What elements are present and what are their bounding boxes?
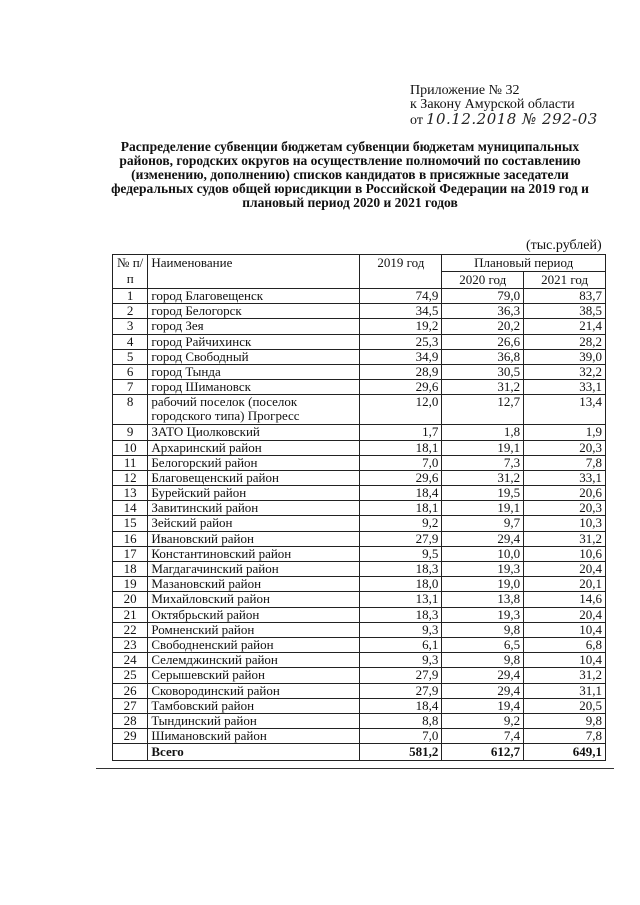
table-row	[113, 395, 606, 425]
row-name: город Свободный	[148, 349, 360, 364]
handwritten-date-number: 10.12.2018 № 292-03	[425, 110, 598, 128]
row-name: Константиновский район	[148, 546, 360, 561]
row-value-2020: 36,8	[442, 349, 524, 364]
row-value-2019: 18,1	[360, 501, 442, 516]
row-value-2020: 7,4	[442, 729, 524, 744]
row-value-2019: 9,3	[360, 622, 442, 637]
row-value-2021: 20,3	[524, 501, 606, 516]
row-value-2019: 9,2	[360, 516, 442, 531]
row-value-2021: 83,7	[524, 289, 606, 304]
row-value-2019: 9,3	[360, 653, 442, 668]
appendix-law-reference: к Закону Амурской области	[410, 97, 575, 112]
row-value-2020: 19,3	[442, 607, 524, 622]
row-value-2021: 1,9	[524, 425, 606, 440]
row-value-2021: 32,2	[524, 364, 606, 379]
subvention-table	[112, 254, 606, 761]
row-name: Сковородинский район	[148, 683, 360, 698]
row-name: город Зея	[148, 319, 360, 334]
table-row	[113, 289, 606, 304]
row-value-2020: 79,0	[442, 289, 524, 304]
appendix-block	[410, 84, 598, 128]
table-row	[113, 577, 606, 592]
row-number: 15	[113, 516, 148, 531]
row-value-2021: 6,8	[524, 637, 606, 652]
row-name: Бурейский район	[148, 486, 360, 501]
row-value-2021: 31,2	[524, 668, 606, 683]
row-value-2019: 29,6	[360, 380, 442, 395]
header-num: № п/п	[113, 255, 148, 289]
row-value-2019: 13,1	[360, 592, 442, 607]
table-row	[113, 546, 606, 561]
row-value-2020: 26,6	[442, 334, 524, 349]
row-value-2020: 9,7	[442, 516, 524, 531]
row-value-2019: 19,2	[360, 319, 442, 334]
row-number: 27	[113, 698, 148, 713]
row-value-2021: 10,4	[524, 622, 606, 637]
row-value-2019: 18,0	[360, 577, 442, 592]
row-value-2021: 20,6	[524, 486, 606, 501]
row-value-2020: 1,8	[442, 425, 524, 440]
row-name: ЗАТО Циолковский	[148, 425, 360, 440]
row-value-2019: 74,9	[360, 289, 442, 304]
row-value-2019: 27,9	[360, 683, 442, 698]
table-row	[113, 592, 606, 607]
row-number: 1	[113, 289, 148, 304]
table-row	[113, 531, 606, 546]
row-value-2020: 9,2	[442, 713, 524, 728]
row-value-2019: 28,9	[360, 364, 442, 379]
table-row	[113, 349, 606, 364]
row-value-2021: 39,0	[524, 349, 606, 364]
row-name: Завитинский район	[148, 501, 360, 516]
row-value-2021: 21,4	[524, 319, 606, 334]
row-name: город Шимановск	[148, 380, 360, 395]
row-number: 19	[113, 577, 148, 592]
row-name: город Белогорск	[148, 304, 360, 319]
row-value-2020: 12,7	[442, 395, 524, 425]
row-name: Ромненский район	[148, 622, 360, 637]
row-value-2020: 29,4	[442, 668, 524, 683]
table-row	[113, 380, 606, 395]
row-value-2021: 31,1	[524, 683, 606, 698]
row-value-2021: 7,8	[524, 455, 606, 470]
appendix-date-prefix: от	[410, 113, 423, 128]
row-value-2019: 12,0	[360, 395, 442, 425]
units-label: (тыс.рублей)	[526, 238, 602, 253]
table-row	[113, 713, 606, 728]
row-name: рабочий поселок (поселок городского типа) Прогресс	[148, 395, 360, 425]
row-value-2019: 18,3	[360, 562, 442, 577]
row-number: 25	[113, 668, 148, 683]
row-name: город Благовещенск	[148, 289, 360, 304]
row-value-2021: 20,5	[524, 698, 606, 713]
row-value-2021: 10,6	[524, 546, 606, 561]
row-value-2021: 28,2	[524, 334, 606, 349]
row-name: Благовещенский район	[148, 470, 360, 485]
bottom-rule	[96, 768, 614, 769]
row-name: город Райчихинск	[148, 334, 360, 349]
table-row	[113, 470, 606, 485]
row-name: Архаринский район	[148, 440, 360, 455]
row-name: Мазановский район	[148, 577, 360, 592]
table-row	[113, 455, 606, 470]
table-row	[113, 486, 606, 501]
table-row	[113, 637, 606, 652]
row-number: 26	[113, 683, 148, 698]
total-2019: 581,2	[360, 744, 442, 761]
row-value-2019: 18,1	[360, 440, 442, 455]
row-value-2020: 19,4	[442, 698, 524, 713]
row-value-2021: 13,4	[524, 395, 606, 425]
row-number: 4	[113, 334, 148, 349]
row-number: 21	[113, 607, 148, 622]
row-name: Тамбовский район	[148, 698, 360, 713]
row-name: Ивановский район	[148, 531, 360, 546]
row-value-2020: 19,0	[442, 577, 524, 592]
row-name: Октябрьский район	[148, 607, 360, 622]
row-number: 7	[113, 380, 148, 395]
row-name: Михайловский район	[148, 592, 360, 607]
row-number: 23	[113, 637, 148, 652]
row-number: 5	[113, 349, 148, 364]
row-value-2020: 7,3	[442, 455, 524, 470]
row-value-2019: 29,6	[360, 470, 442, 485]
total-2021: 649,1	[524, 744, 606, 761]
table-row	[113, 668, 606, 683]
row-value-2020: 29,4	[442, 683, 524, 698]
row-value-2019: 34,5	[360, 304, 442, 319]
document-title: Распределение субвенции бюджетам субвенции бюджетам муниципальных районов, городских округов на осуществление полномочий по составлению (изменению, дополнению) списков кандидатов в присяжные заседатели федеральных судов общей юрисдикции в Российской Федерации на 2019 год и плановый период 2020 и 2021 годов	[111, 139, 589, 210]
row-value-2019: 1,7	[360, 425, 442, 440]
row-value-2021: 20,4	[524, 607, 606, 622]
table-row	[113, 319, 606, 334]
total-row	[113, 744, 606, 761]
row-number: 9	[113, 425, 148, 440]
row-value-2021: 20,3	[524, 440, 606, 455]
table-row	[113, 562, 606, 577]
row-value-2020: 31,2	[442, 380, 524, 395]
table-row	[113, 622, 606, 637]
table-row	[113, 364, 606, 379]
row-value-2021: 31,2	[524, 531, 606, 546]
row-value-2020: 31,2	[442, 470, 524, 485]
row-value-2021: 7,8	[524, 729, 606, 744]
header-2020: 2020 год	[442, 272, 524, 289]
row-number: 3	[113, 319, 148, 334]
header-planned-period: Плановый период	[442, 255, 606, 272]
table-row	[113, 729, 606, 744]
header-2021: 2021 год	[524, 272, 606, 289]
row-number: 8	[113, 395, 148, 425]
row-value-2019: 7,0	[360, 729, 442, 744]
row-value-2019: 8,8	[360, 713, 442, 728]
table-row	[113, 683, 606, 698]
row-value-2019: 25,3	[360, 334, 442, 349]
table-row	[113, 516, 606, 531]
row-name: Свободненский район	[148, 637, 360, 652]
row-number: 24	[113, 653, 148, 668]
row-name: Белогорский район	[148, 455, 360, 470]
row-number: 18	[113, 562, 148, 577]
total-2020: 612,7	[442, 744, 524, 761]
row-value-2019: 27,9	[360, 668, 442, 683]
row-number: 28	[113, 713, 148, 728]
row-name: Зейский район	[148, 516, 360, 531]
header-2019: 2019 год	[360, 255, 442, 289]
row-value-2021: 14,6	[524, 592, 606, 607]
row-value-2020: 9,8	[442, 622, 524, 637]
table-row	[113, 698, 606, 713]
row-value-2021: 33,1	[524, 380, 606, 395]
row-value-2020: 30,5	[442, 364, 524, 379]
row-name: Серышевский район	[148, 668, 360, 683]
row-value-2020: 19,1	[442, 501, 524, 516]
row-value-2020: 6,5	[442, 637, 524, 652]
table-row	[113, 501, 606, 516]
row-value-2019: 27,9	[360, 531, 442, 546]
table-row	[113, 425, 606, 440]
total-num-cell	[113, 744, 148, 761]
row-value-2021: 33,1	[524, 470, 606, 485]
row-value-2020: 19,1	[442, 440, 524, 455]
table-row	[113, 653, 606, 668]
row-value-2020: 19,5	[442, 486, 524, 501]
row-value-2021: 38,5	[524, 304, 606, 319]
row-value-2021: 10,3	[524, 516, 606, 531]
row-value-2019: 18,4	[360, 698, 442, 713]
table-row	[113, 607, 606, 622]
row-value-2020: 9,8	[442, 653, 524, 668]
row-value-2020: 19,3	[442, 562, 524, 577]
row-number: 29	[113, 729, 148, 744]
row-number: 12	[113, 470, 148, 485]
row-number: 20	[113, 592, 148, 607]
row-name: Шимановский район	[148, 729, 360, 744]
row-number: 14	[113, 501, 148, 516]
row-value-2021: 20,1	[524, 577, 606, 592]
row-number: 6	[113, 364, 148, 379]
row-value-2021: 9,8	[524, 713, 606, 728]
row-value-2019: 34,9	[360, 349, 442, 364]
row-value-2019: 18,3	[360, 607, 442, 622]
row-value-2020: 10,0	[442, 546, 524, 561]
row-value-2019: 6,1	[360, 637, 442, 652]
table-row	[113, 304, 606, 319]
appendix-number: Приложение № 32	[410, 83, 520, 98]
row-value-2019: 18,4	[360, 486, 442, 501]
row-name: город Тында	[148, 364, 360, 379]
total-label: Всего	[148, 744, 360, 761]
row-number: 10	[113, 440, 148, 455]
row-value-2019: 7,0	[360, 455, 442, 470]
row-number: 22	[113, 622, 148, 637]
appendix-date-line	[410, 112, 598, 128]
table-row	[113, 334, 606, 349]
row-number: 2	[113, 304, 148, 319]
row-value-2021: 10,4	[524, 653, 606, 668]
row-number: 13	[113, 486, 148, 501]
table-row	[113, 440, 606, 455]
row-number: 17	[113, 546, 148, 561]
row-value-2020: 13,8	[442, 592, 524, 607]
row-value-2019: 9,5	[360, 546, 442, 561]
row-value-2020: 20,2	[442, 319, 524, 334]
row-value-2020: 29,4	[442, 531, 524, 546]
header-name: Наименование	[148, 255, 360, 289]
row-number: 16	[113, 531, 148, 546]
row-name: Селемджинский район	[148, 653, 360, 668]
row-name: Тындинский район	[148, 713, 360, 728]
row-name: Магдагачинский район	[148, 562, 360, 577]
row-value-2020: 36,3	[442, 304, 524, 319]
row-number: 11	[113, 455, 148, 470]
row-value-2021: 20,4	[524, 562, 606, 577]
